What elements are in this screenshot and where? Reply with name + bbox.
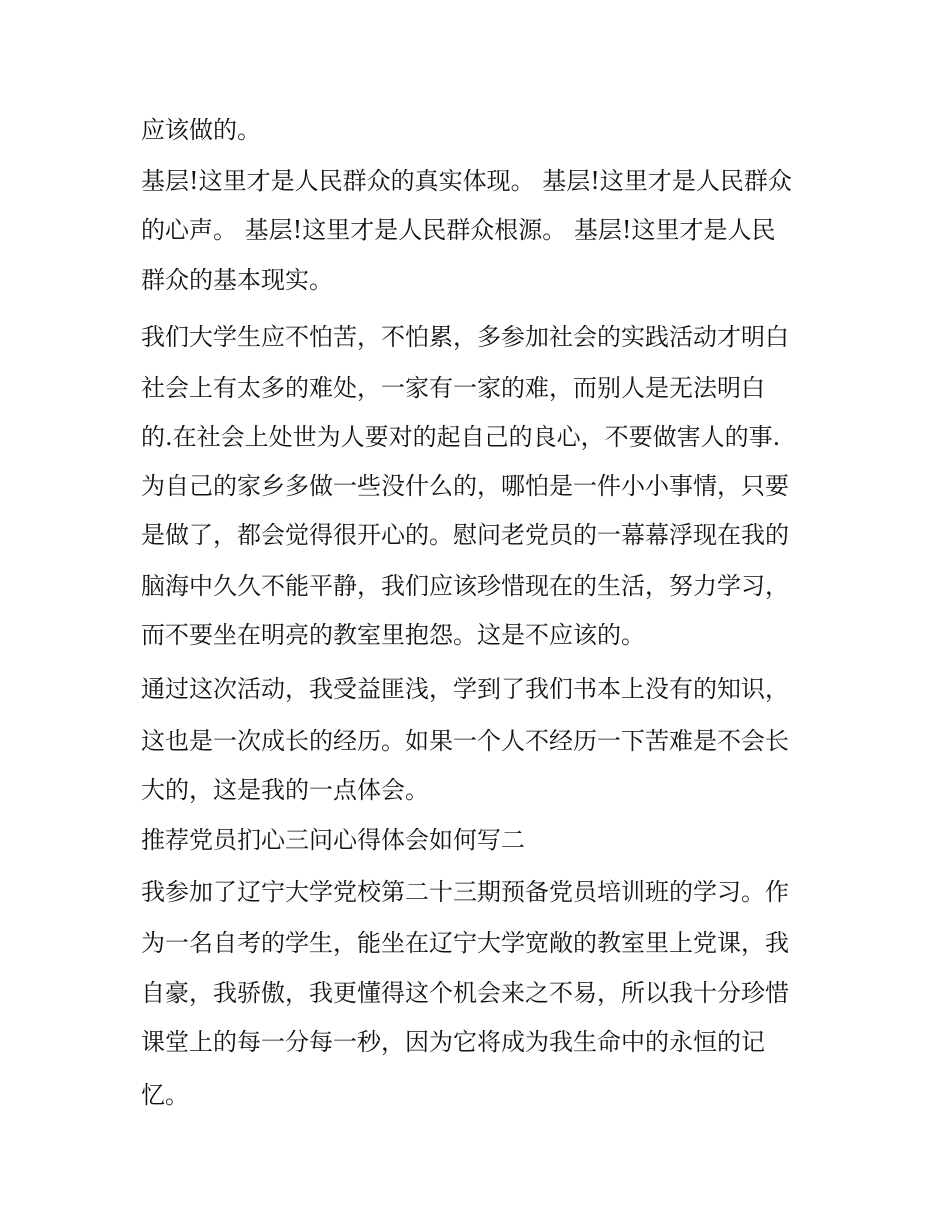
text-line: 为一名自考的学生，能坐在辽宁大学宽敞的教室里上党课，我 [141,929,789,957]
text-line: 这也是一次成长的经历。如果一个人不经历一下苦难是不会长 [141,727,789,755]
text-line: 应该做的。 [141,116,261,144]
text-line: 基层!这里才是人民群众的真实体现。 基层!这里才是人民群众 [141,167,792,195]
text-line: 而不要坐在明亮的教室里抱怨。这是不应该的。 [141,621,645,649]
text-line: 课堂上的每一分每一秒，因为它将成为我生命中的永恒的记 [141,1028,765,1056]
text-line: 脑海中久久不能平静，我们应该珍惜现在的生活，努力学习， [141,572,789,600]
text-line: 忆。 [141,1081,189,1109]
text-line: 自豪，我骄傲，我更懂得这个机会来之不易，所以我十分珍惜 [141,979,789,1007]
section-heading: 推荐党员扪心三问心得体会如何写二 [141,826,525,854]
text-line: 大的，这是我的一点体会。 [141,776,429,804]
text-line: 的心声。 基层!这里才是人民群众根源。 基层!这里才是人民 [141,216,776,244]
text-line: 的.在社会上处世为人要对的起自己的良心，不要做害人的事. [141,423,781,451]
text-line: 我们大学生应不怕苦，不怕累，多参加社会的实践活动才明白 [141,323,789,351]
text-line: 为自己的家乡多做一些没什么的，哪怕是一件小小事情，只要 [141,472,789,500]
text-line: 群众的基本现实。 [141,266,333,294]
text-line: 我参加了辽宁大学党校第二十三期预备党员培训班的学习。作 [141,878,789,906]
text-line: 社会上有太多的难处，一家有一家的难，而别人是无法明白 [141,374,765,402]
text-line: 是做了，都会觉得很开心的。慰问老党员的一幕幕浮现在我的 [141,521,789,549]
text-line: 通过这次活动，我受益匪浅，学到了我们书本上没有的知识， [141,675,789,703]
